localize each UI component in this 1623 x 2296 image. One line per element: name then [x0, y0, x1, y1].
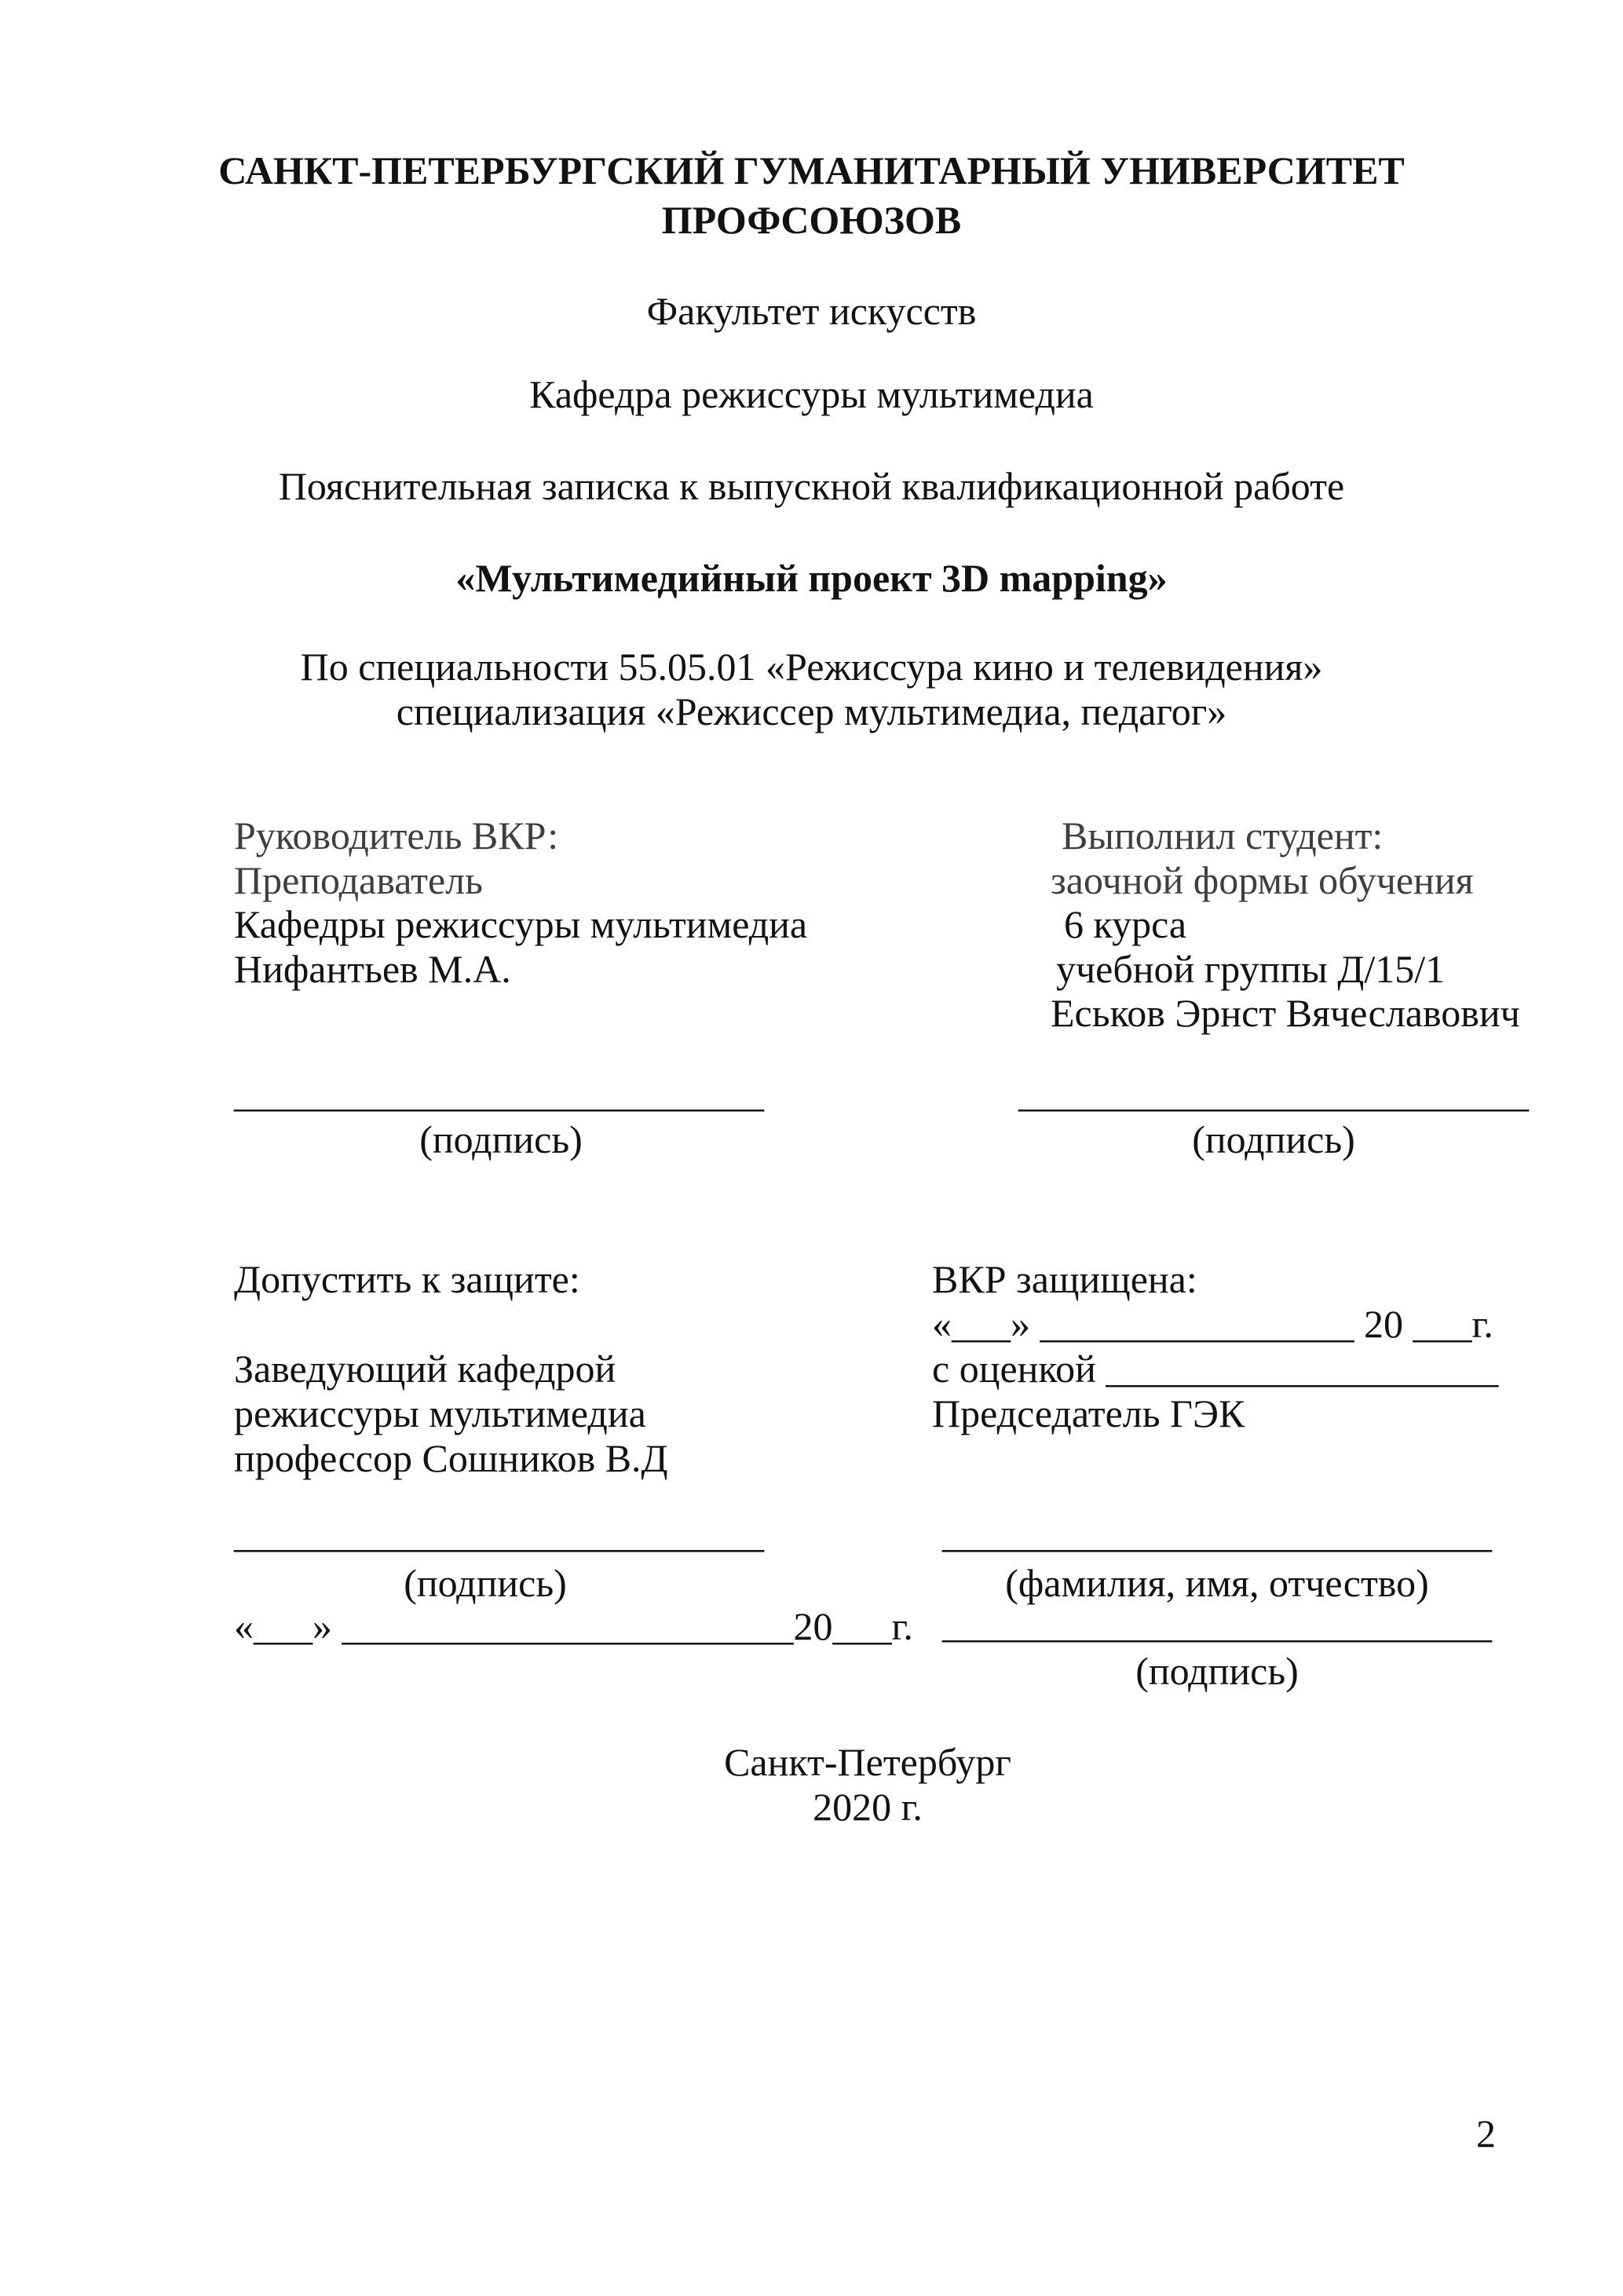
- specialization-line: специализация «Режиссер мультимедиа, педагог»: [396, 689, 1227, 733]
- university-name-line2: ПРОФСОЮЗОВ: [661, 198, 962, 242]
- faculty-line: Факультет искусств: [646, 289, 977, 333]
- admission-head-position: Заведующий кафедрой: [234, 1347, 616, 1391]
- supervisor-heading: Руководитель ВКР:: [234, 813, 559, 857]
- footer-year: 2020 г.: [813, 1785, 923, 1829]
- footer-city: Санкт-Петербург: [724, 1740, 1011, 1784]
- student-heading: Выполнил студент:: [1062, 813, 1384, 857]
- work-title: «Мультимедийный проект 3D mapping»: [455, 556, 1168, 600]
- admission-date-line: «___» _______________________20___г.: [234, 1604, 913, 1648]
- admission-head-department: режиссуры мультимедиа: [234, 1391, 646, 1435]
- university-name-line1: САНКТ-ПЕТЕРБУРГСКИЙ ГУМАНИТАРНЫЙ УНИВЕРСИТЕТ: [218, 148, 1405, 192]
- defense-chairman: Председатель ГЭК: [932, 1391, 1245, 1435]
- specialty-line: По специальности 55.05.01 «Режиссура кино и телевидения»: [300, 645, 1323, 689]
- defense-grade-line: с оценкой ____________________: [932, 1347, 1499, 1391]
- page-number: 2: [1476, 2111, 1496, 2155]
- admission-heading: Допустить к защите:: [234, 1257, 580, 1301]
- admission-head-name: профессор Сошников В.Д: [234, 1436, 668, 1480]
- supervisor-signature-caption: (подпись): [419, 1117, 583, 1161]
- defense-heading: ВКР защищена:: [932, 1257, 1197, 1301]
- student-course: 6 курса: [1064, 902, 1187, 946]
- defense-signature-caption: (подпись): [1135, 1649, 1299, 1693]
- work-type-line: Пояснительная записка к выпускной квалификационной работе: [278, 464, 1345, 508]
- admission-signature-caption: (подпись): [404, 1561, 567, 1605]
- student-name: Еськов Эрнст Вячеславович: [1051, 991, 1520, 1035]
- student-group: учебной группы Д/15/1: [1056, 947, 1446, 991]
- admission-signature-line: ___________________________: [234, 1512, 764, 1556]
- department-line: Кафедра режиссуры мультимедиа: [529, 372, 1094, 416]
- university-header: [0, 146, 1623, 245]
- student-study-form: заочной формы обучения: [1051, 858, 1474, 902]
- supervisor-name: Нифантьев М.А.: [234, 947, 511, 991]
- defense-date-line: «___» ________________ 20 ___г.: [932, 1302, 1493, 1346]
- footer-block: [671, 1740, 1064, 1830]
- defense-signature-line: ____________________________: [942, 1602, 1492, 1646]
- supervisor-department: Кафедры режиссуры мультимедиа: [234, 902, 808, 946]
- supervisor-signature-line: ___________________________: [234, 1071, 764, 1115]
- student-signature-line: __________________________: [1018, 1071, 1529, 1115]
- student-signature-caption: (подпись): [1192, 1117, 1355, 1161]
- defense-name-caption: (фамилия, имя, отчество): [1005, 1561, 1429, 1605]
- defense-name-line: ____________________________: [942, 1512, 1492, 1556]
- supervisor-position: Преподаватель: [234, 858, 483, 902]
